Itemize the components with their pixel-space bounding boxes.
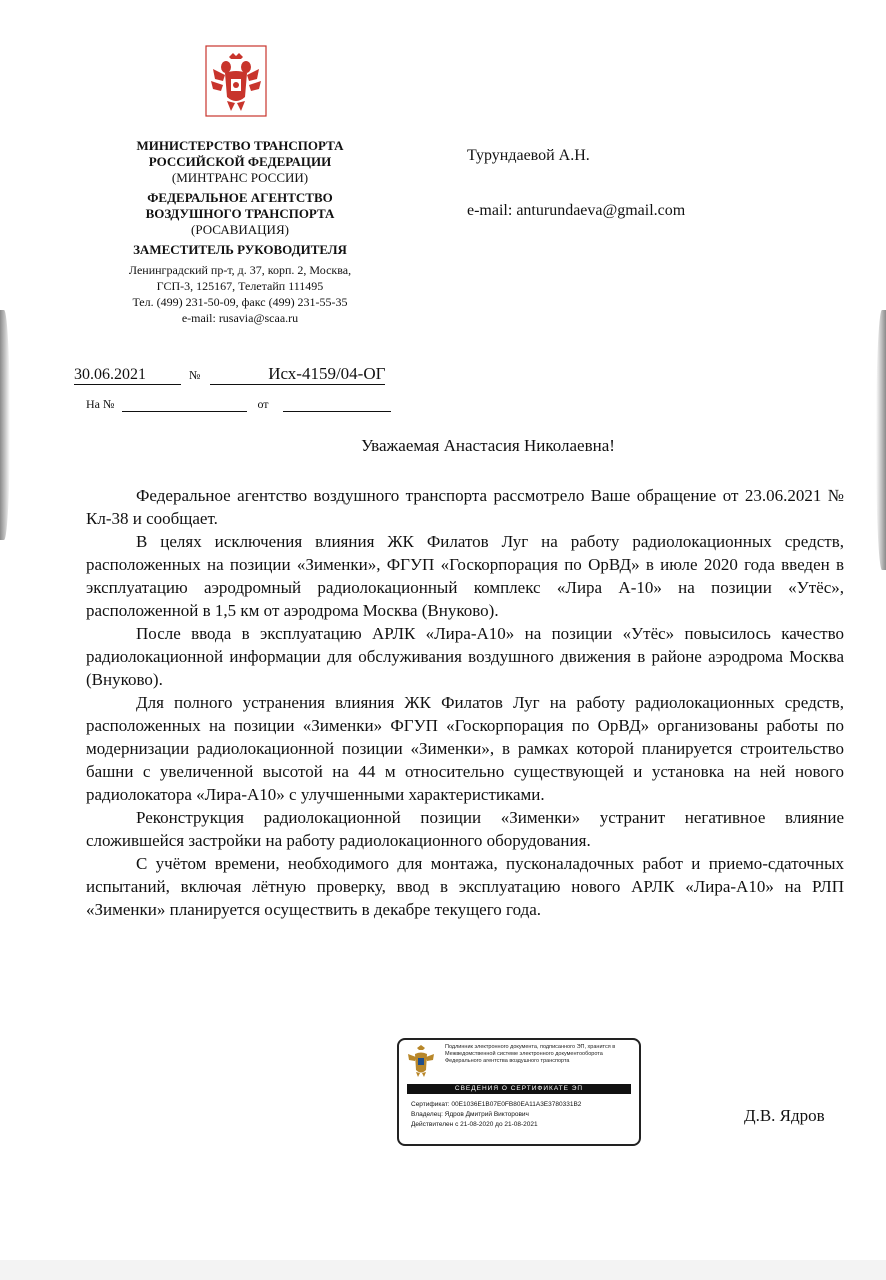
ref-from-label: от [257,397,269,411]
document-number: Исх-4159/04-ОГ [210,364,385,385]
stamp-owner: Владелец: Ядров Дмитрий Викторович [411,1111,529,1118]
coat-of-arms-icon [205,45,267,117]
ref-label: На № [86,397,115,411]
paragraph: Для полного устранения влияния ЖК Филатов Луг на работу радиолокационных средств, расположенных на позиции «Зименки» ФГУП «Госкорпорация по ОрВД» организованы работы по модернизации радиолокационной позиции «Зименки», в рамках которой планируется строительство башни с увеличенной высотой на 44 м относительно существующей и установка на ней нового радиолокатора «Лира-А10» с улучшенными характеристиками. [86,693,844,804]
eagle-seal-icon [405,1044,437,1078]
stamp-description: Подлинник электронного документа, подписанного ЭП, хранится в Межведомственной системе электронного документооборота Федерального агентства воздушного транспорта [445,1044,616,1064]
address-line-1: Ленинградский пр-т, д. 37, корп. 2, Москва, [128,263,352,277]
document-date: 30.06.2021 [74,366,181,385]
number-sign: № [189,368,201,382]
stamp-certificate: Сертификат: 00E1036E1B07E0FB80EA11A3E3780331B2 [411,1101,582,1108]
recipient-name: Турундаевой А.Н. [467,147,590,164]
agency-line-2: ВОЗДУШНОГО ТРАНСПОРТА [145,206,335,221]
bottom-strip [0,1260,886,1280]
e-signature-stamp [397,1038,641,1146]
paragraph: Федеральное агентство воздушного транспорта рассмотрело Ваше обращение от 23.06.2021 № Кл-38 и сообщает. [86,486,844,528]
registration-line [74,364,385,386]
ref-number-blank [122,396,247,412]
page-shadow-left [0,310,10,540]
ministry-line-1: МИНИСТЕРСТВО ТРАНСПОРТА [136,138,344,153]
address-line-2: ГСП-3, 125167, Телетайп 111495 [156,279,324,293]
address-line-4: e-mail: rusavia@scaa.ru [181,311,299,325]
stamp-header: СВЕДЕНИЯ О СЕРТИФИКАТЕ ЭП [407,1084,631,1094]
ref-date-blank [283,396,391,412]
ministry-short: (МИНТРАНС РОССИИ) [171,170,309,185]
stamp-validity: Действителен с 21-08-2020 до 21-08-2021 [411,1121,538,1128]
salutation: Уважаемая Анастасия Николаевна! [361,436,615,455]
stamp-details [411,1100,635,1130]
letter-body [86,484,844,921]
ministry-line-2: РОССИЙСКОЙ ФЕДЕРАЦИИ [148,154,332,169]
paragraph: Реконструкция радиолокационной позиции «Зименки» устранит негативное влияние сложившейся застройки на работу радиолокационного оборудования. [86,808,844,850]
position-title: ЗАМЕСТИТЕЛЬ РУКОВОДИТЕЛЯ [133,242,347,257]
reference-line [86,396,391,412]
paragraph: После ввода в эксплуатацию АРЛК «Лира-А10» на позиции «Утёс» повысилось качество радиолокационной информации для обслуживания воздушного движения в районе аэродрома Москва (Внуково). [86,624,844,689]
paragraph: В целях исключения влияния ЖК Филатов Луг на работу радиолокационных средств, расположенных на позиции «Зименки», ФГУП «Госкорпорация по ОрВД» в июле 2020 года введен в эксплуатацию аэродромный радиолокационный комплекс «Лира А-10» на позиции «Утёс», расположенной в 1,5 км от аэродрома Москва (Внуково). [86,532,844,620]
recipient-email: e-mail: anturundaeva@gmail.com [467,202,686,219]
agency-short: (РОСАВИАЦИЯ) [191,222,289,237]
paragraph: С учётом времени, необходимого для монтажа, пусконаладочных работ и приемо-сдаточных испытаний, включая лётную проверку, ввод в эксплуатацию нового АРЛК «Лира-А10» на РЛП «Зименки» планируется осуществить в декабре текущего года. [86,854,844,919]
sender-header [95,138,385,326]
signer-name: Д.В. Ядров [744,1106,825,1125]
address-line-3: Тел. (499) 231-50-09, факс (499) 231-55-35 [132,295,348,309]
agency-line-1: ФЕДЕРАЛЬНОЕ АГЕНТСТВО [147,190,333,205]
